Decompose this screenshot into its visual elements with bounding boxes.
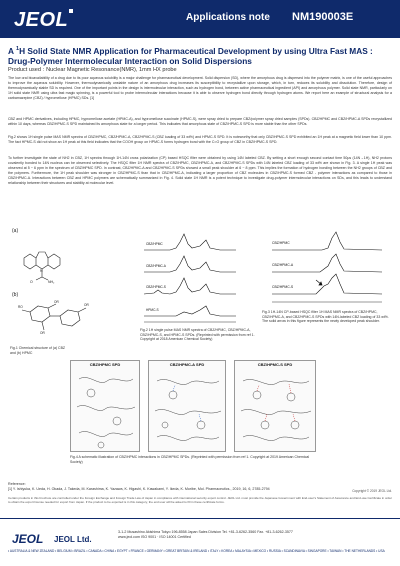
page-title: A $^1$H Solid State NMR Application for Pharmaceutical Development by using Ultra Fast MAS : Drug-Polymer Intermolecular Interaction on Solid Dispersions bbox=[8, 45, 373, 67]
fig4-panel-hpmc-s bbox=[234, 360, 316, 452]
category-label: Applications note bbox=[186, 12, 270, 23]
reference-text: [1] Y. Ishiyuka, K. Ueda, H. Okada, J. Takeda, M. Karashima, K. Yazawa, K. Higashi, K. Kawakami, Y. Ikeda, K. Moribe, Mol. Pharmaceutics., 2019, 16, 6, 2785-2794 bbox=[8, 487, 270, 491]
fig3-label-3: CBZ/HPMC-S bbox=[272, 285, 294, 289]
svg-text:N: N bbox=[40, 269, 43, 273]
fig1-chemical-structures bbox=[10, 224, 102, 344]
reference-label: Reference: bbox=[8, 482, 26, 486]
paragraph-samples: CBZ and HPMC derivatives, including HPMC, hypromellose acetate (HPMC-A), and hypromellose succinate (HPMC-S), were spray dried to prepare CBZ/polymer spray dried samples (SPDs). CBZ/HPMC and CBZ/HPMC-A SPDs recrystallized within 10 days, whereas CBZ/HPMC-S SPD maintained its amorphous state for a longer period. This indicates that amorphous state of CBZ/HPMC-S SPD is more stable than the other SPDs. bbox=[8, 117, 392, 126]
svg-text:OR: OR bbox=[54, 300, 59, 304]
copyright: Copyright © 2019 JEOL Ltd. bbox=[352, 489, 392, 493]
fig1-label-a: (a) bbox=[12, 228, 19, 234]
fig2-label-2: CBZ/HPMC-A bbox=[146, 264, 166, 268]
footer-address bbox=[118, 530, 393, 540]
fig3-trace-3 bbox=[272, 274, 382, 294]
paragraph-intro: The low oral bioavailability of a drug due to its poor aqueous solubility is a major challenge for pharmaceutical development. Solid dispersion (SD), where the amorphous drug is dispersed into the polymer matrix, is one of the useful approaches to improve the aqueous solubility. However, thermodynamically unstable nature of an amorphous drug increases its susceptibility to recrystallize upon storage, which, in turn, reduces its solubility and dissolution. Therefore, design of thermodynamically stable SD is required. One of the important points in the design is intermolecular interaction, such as hydrogen bond, between active pharmaceutical ingredient (API) and amorphous polymer. Solid state NMR, particularly on 1H solid state NMR using ultra fast magic spinning, is a powerful tool to probe intermolecular interactions because it is able to observe hydrogen bond directly through hydrogen atoms. We report here an example of structural analysis for a carbamazepine (CBZ) / hypromellose (HPMC) SDs. [1] bbox=[8, 76, 392, 100]
footer-logo: JEOL bbox=[12, 532, 44, 546]
product-used: Product used : Nuclear Magnetic Resonance(NMR), 1mm HX probe bbox=[8, 67, 177, 73]
fig3-spectra bbox=[262, 228, 392, 308]
svg-text:O: O bbox=[30, 280, 33, 284]
fig4-schematic-2 bbox=[149, 367, 227, 453]
document-number: NM190003E bbox=[292, 11, 354, 23]
jeol-logo: JEOL bbox=[14, 9, 73, 32]
footer-countries: • AUSTRALIA & NEW ZEALAND • BELGIUM • BRAZIL • CANADA • CHINA • EGYPT • FRANCE • GERMANY • GREAT BRITAIN & IRELAND • ITALY • KOREA • MALAYSIA • MEXICO • RUSSIA • SCANDINAVIA • SINGAPORE • TAIWAN • THE NETHERLANDS • USA bbox=[8, 549, 385, 553]
fig4-panel-hpmc bbox=[70, 360, 140, 452]
svg-text:OR: OR bbox=[40, 331, 45, 335]
paragraph-hsqc: To further investigate the state of NH2 in CBZ, 1H spectra through 1H-14N cross polarization (CP) based HSQC filter were obtained by using 14N labeled CBZ. By setting a short enough second contact time 50μs (14N→1H), NH2 protons covalently bonded to 14N nucleus can be observed selectively. The HSQC filter 1H NMR spectra of CBZ/HPMC, CBZ/HPMC-A, and CBZ/HPMC-S SPDs with 14N labeled CBZ loading of 33 wt% are shown in Fig. 3. A single 1H peak was observed at 5 ~ 6 ppm in the spectrum of CBZ/HPMC SPD. In contrast, CBZ/HPMC-A and CBZ/HPMC-S SPDs showed a small peak shoulder at 6 ~ 8 ppm. This implies the formation of hydrogen bonding between the NH2 groups of CBZ and the polymers. Furthermore, the 1H peak shoulder was stronger in CBZ/HPMC-S than that in CBZ/HPMC-A, indicating a larger proportion of CBZ molecules in CBZ/HPMC-S formed CBZ - polymer interactions as compared to those in CBZ/HPMC-A. Interactions between CBZ and HPMC polymers are schematically summarized in Fig. 4. Solid state 1H NMR is a potent technique to investigate drug-polymer intermolecular interactions on SDs, and this leads to understand relationship between their structures and stability at molecular level. bbox=[8, 156, 392, 185]
fig4-panel-title: CBZ/HPMC-S SPD bbox=[257, 362, 293, 367]
svg-text:RO: RO bbox=[18, 305, 23, 309]
fig4-caption: Fig.4 A schematic illustration of CBZ/HPMC interactions in CBZ/HPMC SPDs. (Reprinted with permission from ref 1. Copyright at 2019 American Chemical Society) bbox=[70, 455, 310, 464]
fig2-spectra bbox=[140, 226, 240, 326]
fig4-schematic-3 bbox=[235, 367, 317, 453]
cbz-structure bbox=[24, 252, 60, 280]
fig4-schematic-1 bbox=[71, 367, 141, 453]
paragraph-fig2: Fig.2 shows 1H single pulse MAS NMR spectra of CBZ/HPMC, CBZ/HPMC-A, CBZ/HPMC-S (CBZ loading of 33 wt%) and HPMC-S SPD. It is noteworthy that only CBZ/HPMC-S SPD exhibited an 1H peak at a magnetic field lower than 10 ppm. The fact HPMC-S did not show an 1H peak at this field indicates that the COOH group on HPMC-S forms hydrogen bond with the C=O group of CBZ in CBZ/HPMC-S SPD. bbox=[8, 135, 392, 144]
export-disclaimer: Certain products in this brochure are controlled under the Foreign Exchange and Foreign Trade Law of Japan in compliance with international security export control. JEOL Ltd. must provide the Japanese Government with End-user's Statement of Assurance and End-use Certificate in order to obtain the export license needed for export from Japan. If the product to be exported is in this category, the end user will be asked to fill in these certificate forms. bbox=[8, 496, 393, 504]
fig3-label-2: CBZ/HPMC-A bbox=[272, 263, 294, 267]
svg-text:OR: OR bbox=[84, 303, 89, 307]
fig2-label-3: CBZ/HPMC-S bbox=[146, 285, 166, 289]
fig4-panel-title: CBZ/HPMC-A SPD bbox=[169, 362, 205, 367]
fig3-label-1: CBZ/HPMC bbox=[272, 241, 290, 245]
fig1-caption: Fig.1 Chemical structure of (a) CBZ and (b) HPMC bbox=[10, 346, 66, 355]
footer-website[interactable]: www.jeol.com ISO 9001 · ISO 14001 Certified bbox=[118, 535, 191, 539]
fig2-label-4: HPMC-S bbox=[146, 308, 159, 312]
footer-address-line: 3-1-2 Musashino Akishima Tokyo 196-8558 Japan Sales Division Tel. +81-3-6262-3560 Fax. +81-3-6262-3577 bbox=[118, 530, 293, 534]
fig4-panel-title: CBZ/HPMC SPD bbox=[89, 362, 121, 367]
footer-company: JEOL Ltd. bbox=[54, 535, 92, 544]
fig2-caption: Fig.2 1H single pulse MAS NMR spectra of CBZ/HPMC, CBZ/HPMC-A, CBZ/HPMC-S, and HPMC-S SPDs. (Reprinted with permission from ref 1. Copyright at 2018 American Chemical Society) bbox=[140, 328, 255, 342]
fig2-label-1: CBZ/HPMC bbox=[146, 242, 163, 246]
fig3-caption: Fig.3 1H-14N CP-based HSQC filter 1H MAS NMR spectra of CBZ/HPMC, CBZ/HPMC-A, and CBZ/HPMC-S SPDs with 14N-labeled CBZ loading of 33 wt%. The solid arrow in this figure represents the newly developed peak shoulder. bbox=[262, 310, 389, 324]
svg-text:NH₂: NH₂ bbox=[48, 280, 55, 284]
reference bbox=[8, 482, 392, 492]
fig1-label-b: (b) bbox=[12, 292, 19, 298]
hpmc-structure bbox=[22, 304, 86, 330]
fig4-panel-hpmc-a bbox=[148, 360, 226, 452]
